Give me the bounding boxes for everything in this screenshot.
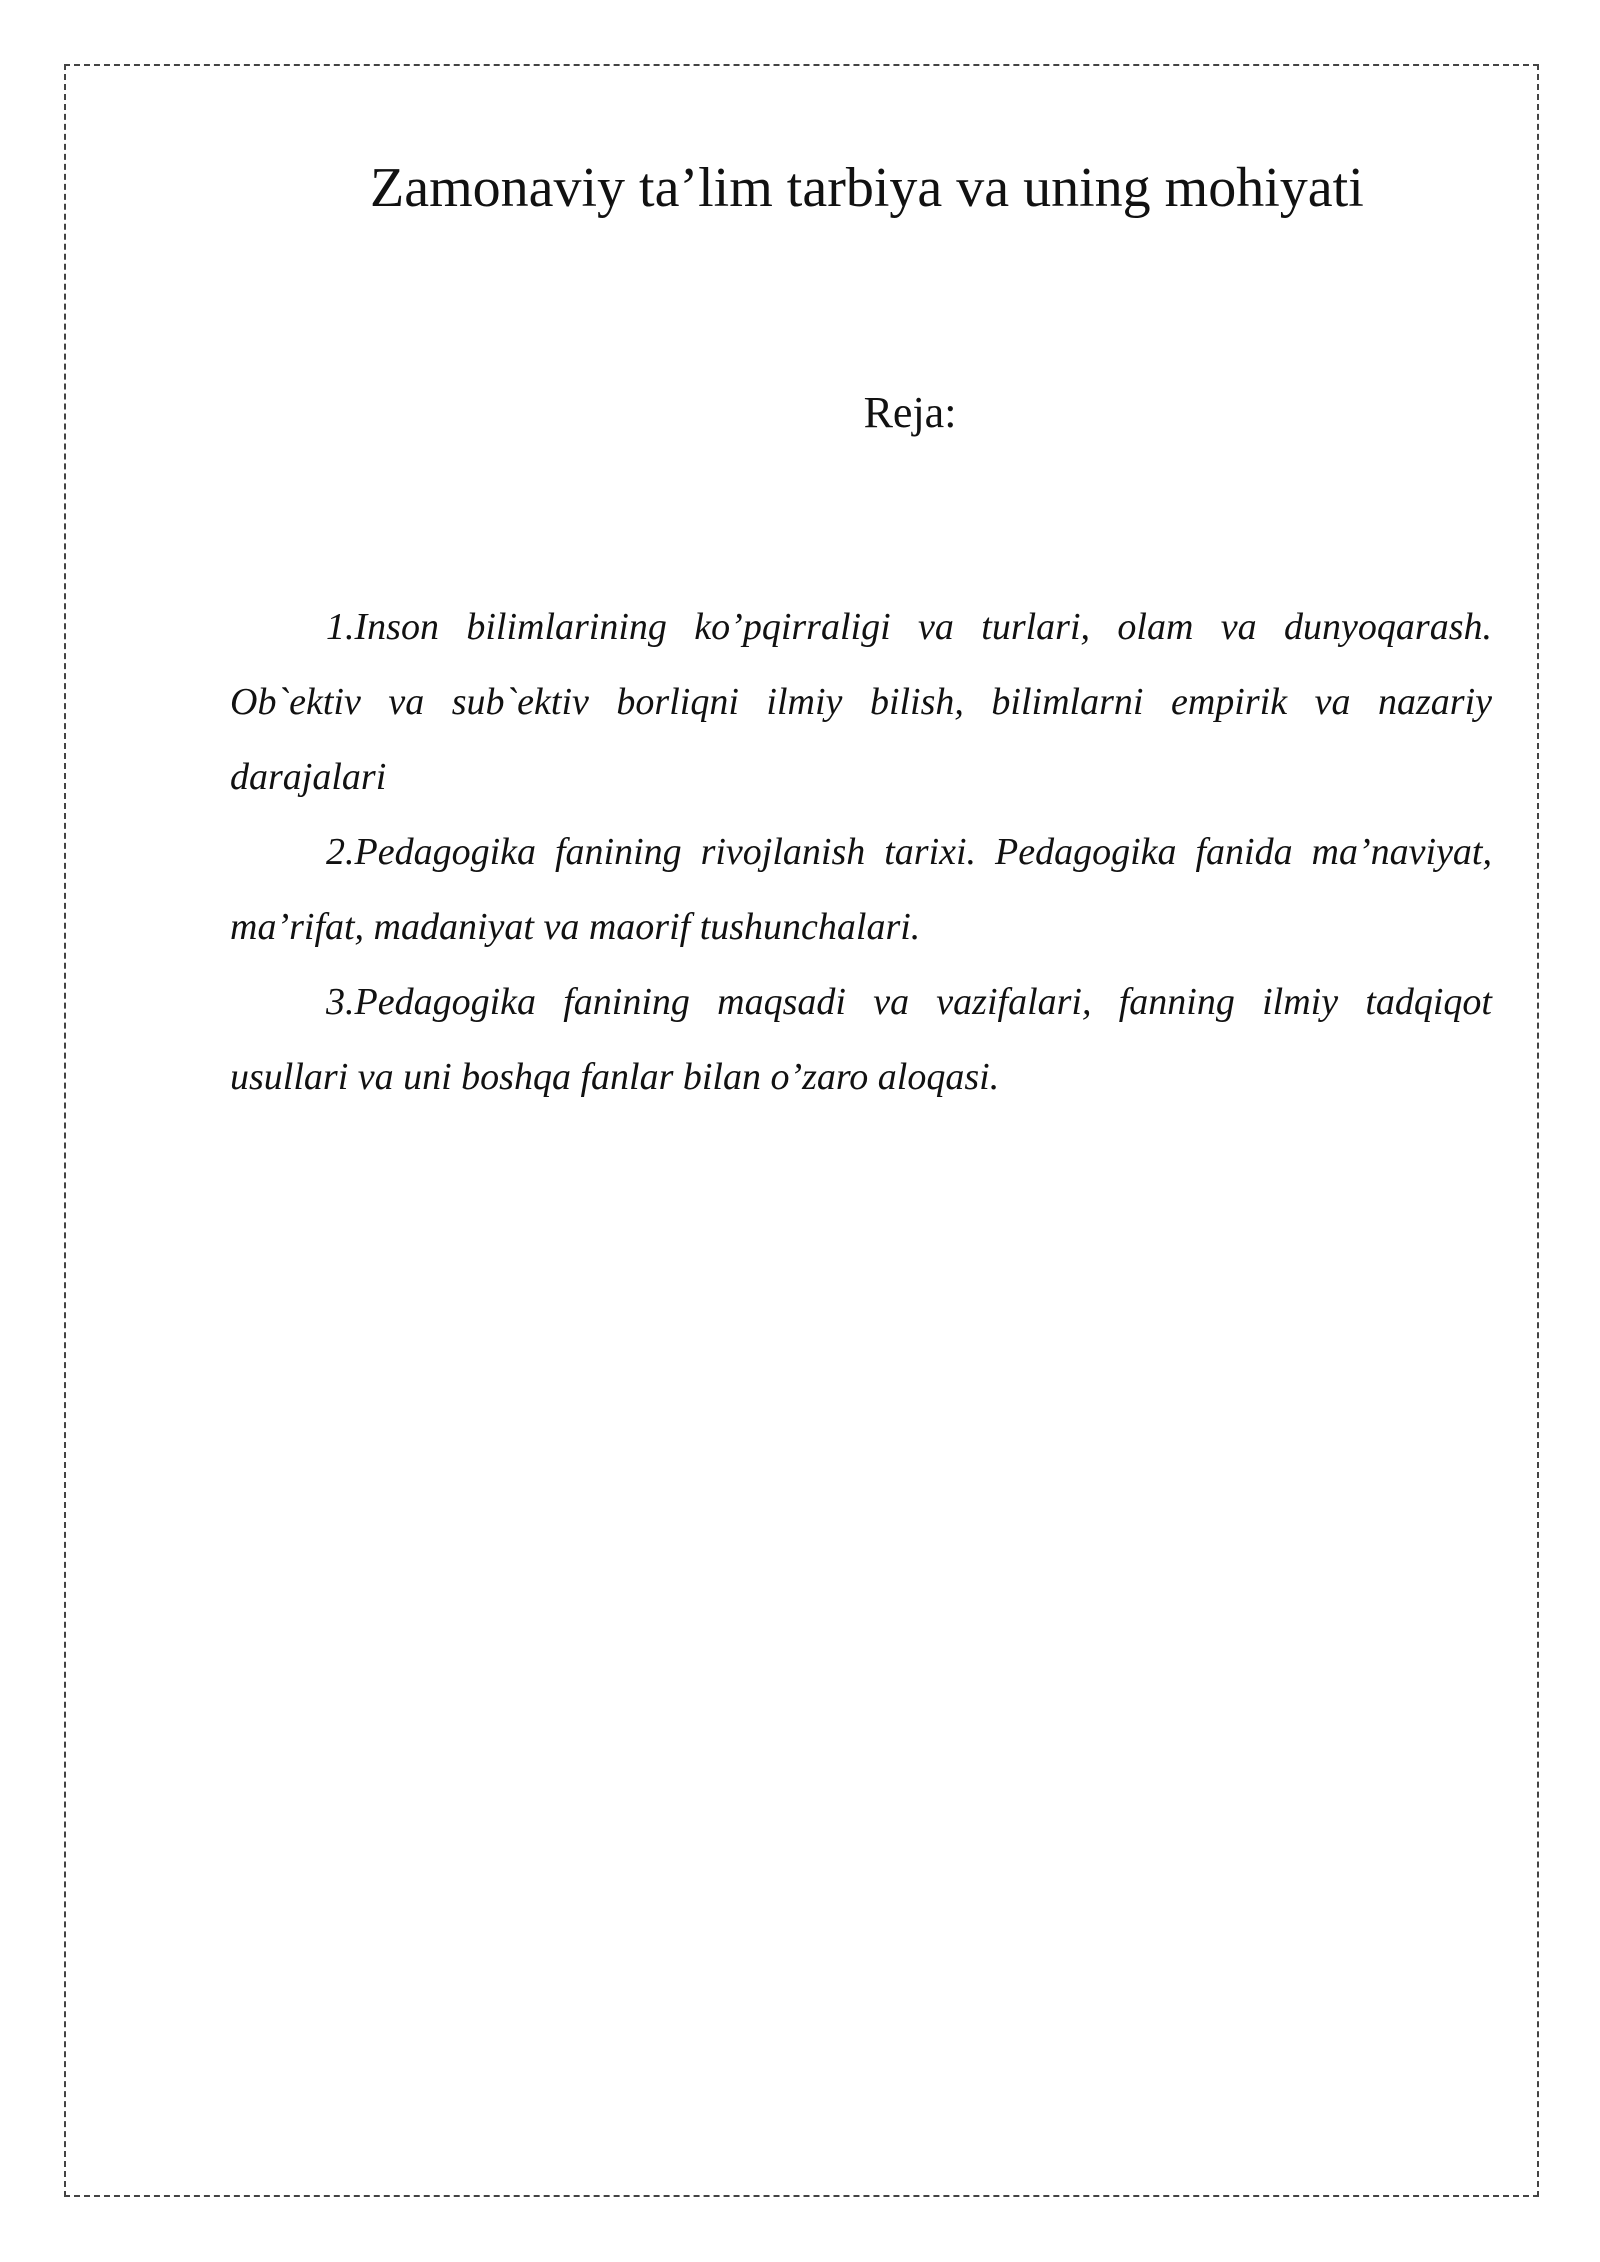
plan-heading: Reja: xyxy=(863,388,957,437)
plan-item-1: 1.Inson bilimlarining ko’pqirraligi va turlari, olam va dunyoqarash. Ob`ektiv va sub`ektiv borliqni ilmiy bilish, bilimlarni empirik va nazariy darajalari xyxy=(230,606,1492,798)
plan-item-2: 2.Pedagogika fanining rivojlanish tarixi. Pedagogika fanida ma’naviyat, ma’rifat, madaniyat va maorif tushunchalari. xyxy=(230,831,1492,948)
plan-item-3: 3.Pedagogika fanining maqsadi va vazifalari, fanning ilmiy tadqiqot usullari va uni boshqa fanlar bilan o’zaro aloqasi. xyxy=(230,981,1492,1098)
document-title: Zamonaviy ta’lim tarbiya va uning mohiyati xyxy=(370,157,1364,219)
plan-list xyxy=(230,590,1492,1115)
